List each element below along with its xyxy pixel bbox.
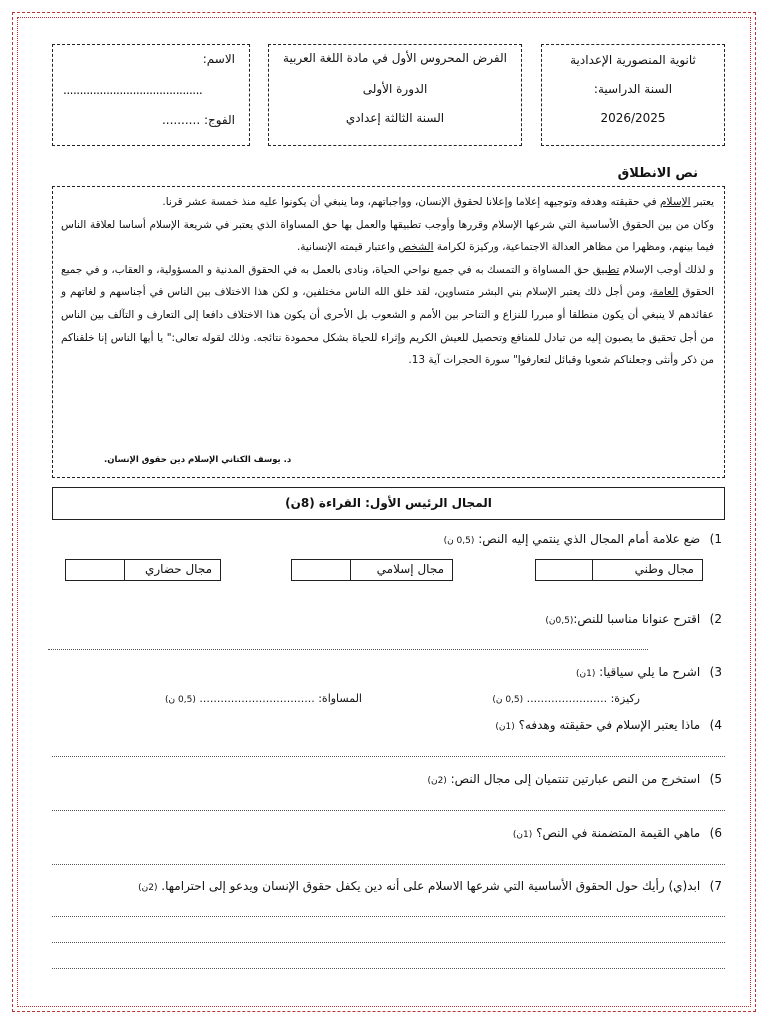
- q3-item-rakiza[interactable]: ركيزة: ....................... (0,5 ن): [492, 692, 640, 705]
- student-info-box: [52, 44, 250, 146]
- student-name-field[interactable]: ..........................................: [63, 83, 203, 97]
- answer-line-q7-3[interactable]: [52, 960, 725, 969]
- answer-line-q6[interactable]: [52, 856, 725, 865]
- question-4: 4) ماذا يعتبر الإسلام في حقيقته وهدفه؟ (1ن): [495, 718, 722, 732]
- option-civilizational-checkbox[interactable]: [66, 560, 125, 580]
- q3-item-musawat[interactable]: المساواة: ................................. (0,5 ن): [165, 692, 362, 705]
- student-name-label: الاسم:: [202, 52, 235, 66]
- text-section-title: نص الانطلاق: [617, 166, 698, 181]
- answer-line-q5[interactable]: [52, 802, 725, 811]
- question-6: 6) ماهي القيمة المتضمنة في النص؟ (1ن): [512, 826, 722, 840]
- question-2: 2) اقترح عنوانا مناسبا للنص:(0,5ن): [545, 612, 722, 626]
- paragraph-2: وكان من بين الحقوق الأساسية التي شرعها الإسلام وقررها وأوجب تطبيقها والعمل بها حق المساواة الذي يعتبر في شريعة الإسلام أساسا لعلاقة الناس فيما بينهم، ومظهرا من مظاهر العدالة الاجتماعية، وركيزة لكرامة الشخص واعتبار قيمته الإنسانية.: [61, 218, 714, 254]
- reading-text-box: [52, 186, 725, 478]
- school-name: ثانوية المنصورية الإعدادية: [570, 53, 696, 67]
- school-info-box: [541, 44, 725, 146]
- paragraph-1: يعتبر الإسلام في حقيقته وهدفه وتوجيهه إعلاما وإعلانا لحقوق الإنسان، وواجباتهم، وما ينبغي أن يكونوا عليه منذ خمسة عشر قرنا.: [162, 196, 714, 208]
- paragraph-3: و لذلك أوجب الإسلام تطبيق حق المساواة و التمسك به في جميع نواحي الحياة، ونادى بالعمل به في الحقوق المدنية و المسؤولية، و العقاب، و في جميع الحقوق العامة، ومن أجل ذلك يعتبر الإسلام بني البشر متساوين، لقد خلق الله الناس مختلفين، و لكن هذا الاختلاف بين الناس في أجناسهم و لغاتهم و عقائدهم لا ينبغي أن يكون منطلقا أو مبررا للنزاع و التناحر بين الأمم و الشعوب بل الأحرى أن يكون هذا الاختلاف دافعا إلى التعارف و التآلف بين الناس من أجل تحقيق ما يصبون إليه من تبادل للمنافع وتحصيل للعيش الكريم وإثراء للحياة بشكل محمودة نتائجه. وذلك لقوله تعالى:" يا أيها الناس إنا خلقناكم من ذكر وأنثى وجعلناكم شعوبا وقبائل لتعارفوا" سورة الحجرات آية 13.: [61, 263, 714, 367]
- question-5: 5) استخرج من النص عبارتين تنتميان إلى مجال النص: (2ن): [427, 772, 722, 786]
- school-year: 2026/2025: [600, 111, 666, 125]
- question-3: 3) اشرح ما يلي سياقيا: (1ن): [575, 665, 722, 679]
- option-islamic[interactable]: مجال إسلامي: [291, 559, 453, 581]
- student-group-field[interactable]: الفوج: ..........: [161, 113, 235, 127]
- exam-title: الفرض المحروس الأول في مادة اللغة العربية: [283, 51, 507, 65]
- option-islamic-checkbox[interactable]: [292, 560, 351, 580]
- school-year-label: السنة الدراسية:: [593, 82, 673, 96]
- exam-info-box: [268, 44, 522, 146]
- question-7: 7) ابد(ي) رأيك حول الحقوق الأساسية التي شرعها الاسلام على أنه دين يكفل حقوق الإنسان ويدعو إلى احترامها. (2ن): [138, 879, 722, 893]
- option-national-checkbox[interactable]: [536, 560, 593, 580]
- exam-level: السنة الثالثة إعدادي: [345, 111, 445, 125]
- text-author: د. يوسف الكتاني الإسلام دين حقوق الإنسان.: [104, 455, 292, 465]
- answer-line-q7-1[interactable]: [52, 908, 725, 917]
- option-national[interactable]: مجال وطني: [535, 559, 703, 581]
- option-civilizational[interactable]: مجال حضاري: [65, 559, 221, 581]
- answer-line-q4[interactable]: [52, 748, 725, 757]
- answer-line-q7-2[interactable]: [52, 934, 725, 943]
- domain-title: المجال الرئيس الأول: القراءة (8ن): [52, 487, 725, 520]
- exam-session: الدورة الأولى: [362, 82, 428, 96]
- answer-line-q2[interactable]: [48, 641, 648, 650]
- question-1: 1) ضع علامة أمام المجال الذي ينتمي إليه النص: (0,5 ن): [443, 532, 722, 546]
